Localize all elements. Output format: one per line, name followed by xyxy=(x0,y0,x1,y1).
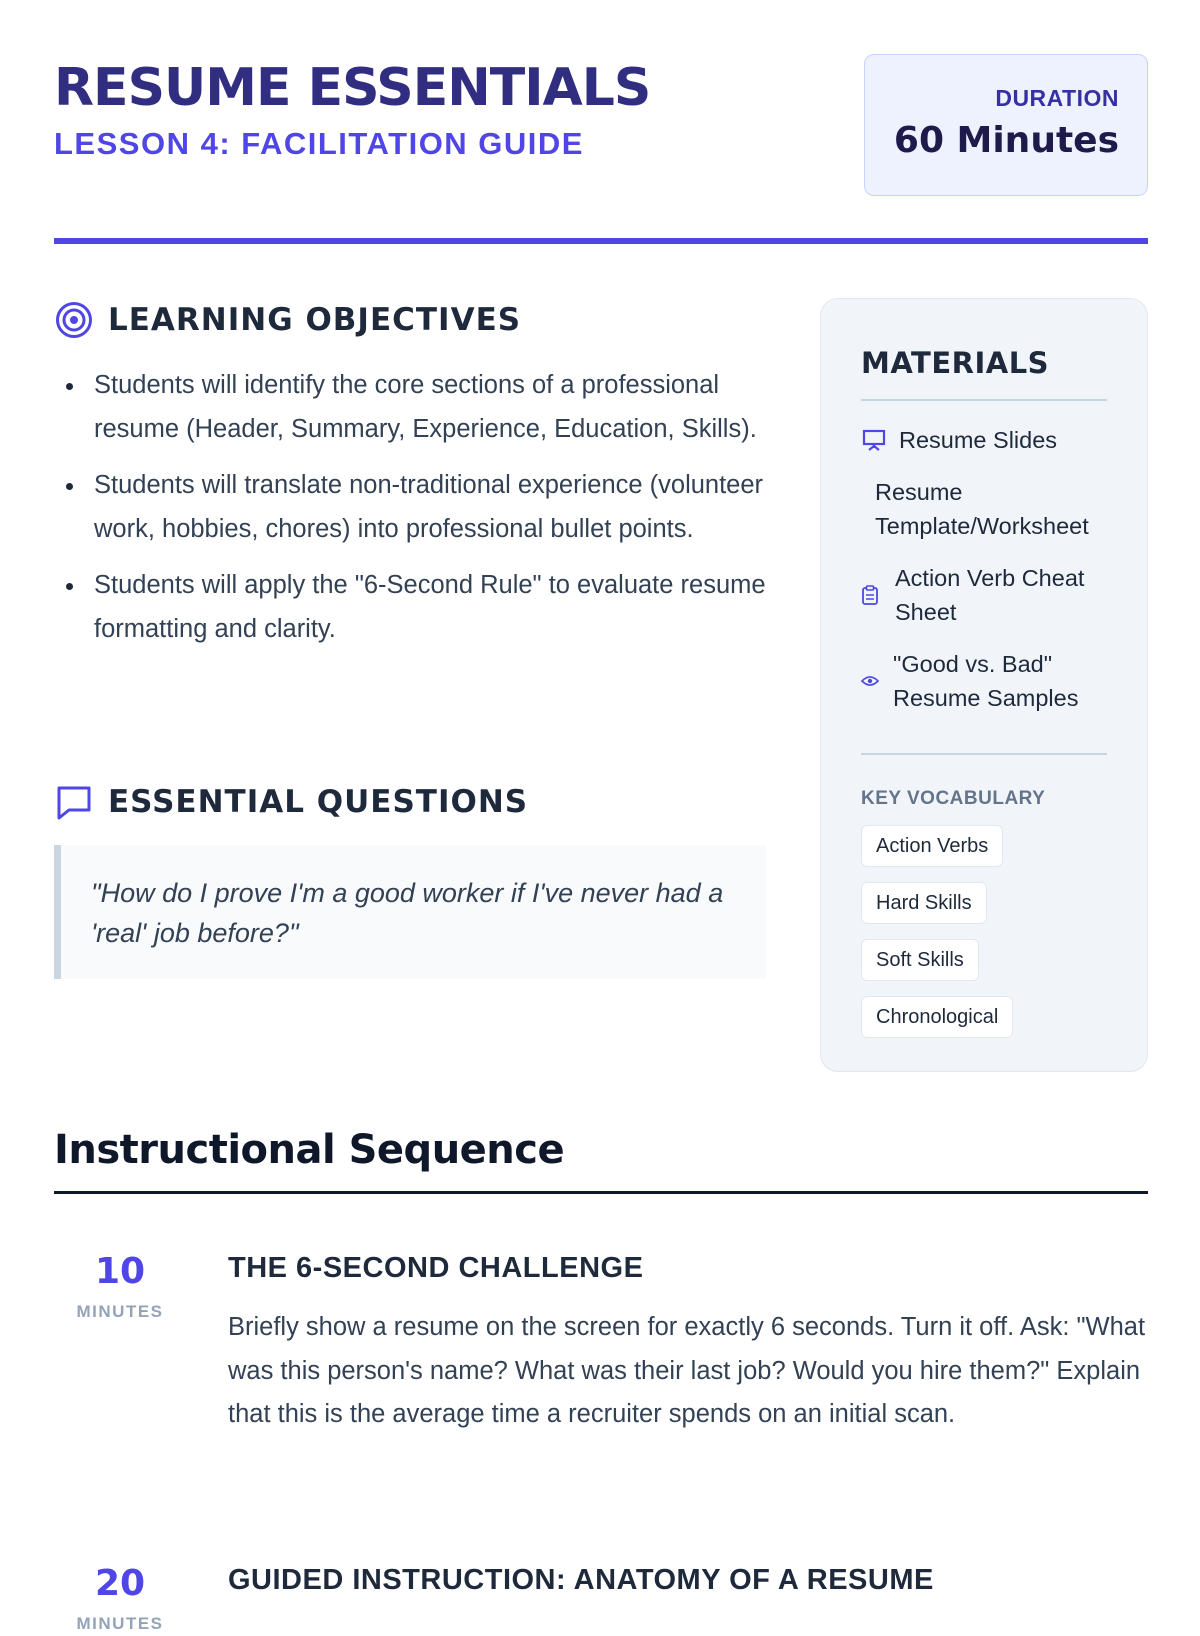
vocabulary-label: KEY VOCABULARY xyxy=(861,788,1046,809)
speech-bubble-icon xyxy=(54,782,94,822)
materials-panel xyxy=(820,298,1148,1072)
step-heading: GUIDED INSTRUCTION: ANATOMY OF A RESUME xyxy=(228,1564,934,1596)
objectives-heading xyxy=(54,298,521,342)
materials-list xyxy=(861,401,1107,755)
objective-item: Students will identify the core sections of a professional resume (Header, Summary, Experience, Education, Skills). xyxy=(64,364,776,451)
duration-label: DURATION xyxy=(995,85,1119,111)
sequence-title: Instructional Sequence xyxy=(54,1122,1148,1194)
step-minutes-unit: MINUTES xyxy=(76,1614,164,1633)
essential-question-quote: "How do I prove I'm a good worker if I've never had a 'real' job before?" xyxy=(54,845,766,979)
material-item xyxy=(861,475,1107,543)
questions-heading xyxy=(54,780,528,824)
page-subtitle: LESSON 4: FACILITATION GUIDE xyxy=(54,126,584,161)
page-title: RESUME ESSENTIALS xyxy=(54,58,651,118)
material-item xyxy=(861,647,1107,715)
vocabulary-tag: Hard Skills xyxy=(861,882,987,924)
eye-icon xyxy=(861,675,879,687)
objectives-heading-label: LEARNING OBJECTIVES xyxy=(108,302,522,338)
duration-value: 60 Minutes xyxy=(893,120,1119,161)
clipboard-icon xyxy=(861,585,879,605)
page-header xyxy=(54,54,1148,244)
material-label: "Good vs. Bad" Resume Samples xyxy=(893,651,1079,711)
duration-box xyxy=(864,54,1148,196)
objective-item: Students will translate non-traditional experience (volunteer work, hobbies, chores) into professional bullet points. xyxy=(64,464,776,551)
materials-title: MATERIALS xyxy=(861,345,1107,401)
step-heading: THE 6-SECOND CHALLENGE xyxy=(228,1252,644,1284)
step-minutes-unit: MINUTES xyxy=(76,1302,164,1321)
material-label: Resume Template/Worksheet xyxy=(875,479,1089,539)
step-time xyxy=(54,1560,186,1636)
step-minutes: 20 xyxy=(94,1563,146,1604)
objectives-list xyxy=(64,364,776,664)
vocabulary-tag: Soft Skills xyxy=(861,939,979,981)
vocabulary-list xyxy=(861,825,1107,1038)
vocabulary-tag: Action Verbs xyxy=(861,825,1003,867)
presentation-icon xyxy=(861,427,887,453)
target-icon xyxy=(54,300,94,340)
vocabulary-tag: Chronological xyxy=(861,996,1013,1038)
step-description: Briefly show a resume on the screen for exactly 6 seconds. Turn it off. Ask: "What was this person's name? What was their last job? Would you hire them?" Explain that this is the average time a recruiter spends on an initial scan. xyxy=(228,1313,1146,1428)
step-time xyxy=(54,1248,186,1324)
objective-item: Students will apply the "6-Second Rule" to evaluate resume formatting and clarity. xyxy=(64,564,776,651)
material-item xyxy=(861,423,1107,457)
material-label: Resume Slides xyxy=(899,427,1058,453)
step-minutes: 10 xyxy=(94,1251,146,1292)
step-content xyxy=(228,1248,1148,1437)
step-content xyxy=(228,1560,1148,1618)
material-item xyxy=(861,561,1107,629)
questions-heading-label: ESSENTIAL QUESTIONS xyxy=(108,784,529,820)
material-label: Action Verb Cheat Sheet xyxy=(895,565,1085,625)
